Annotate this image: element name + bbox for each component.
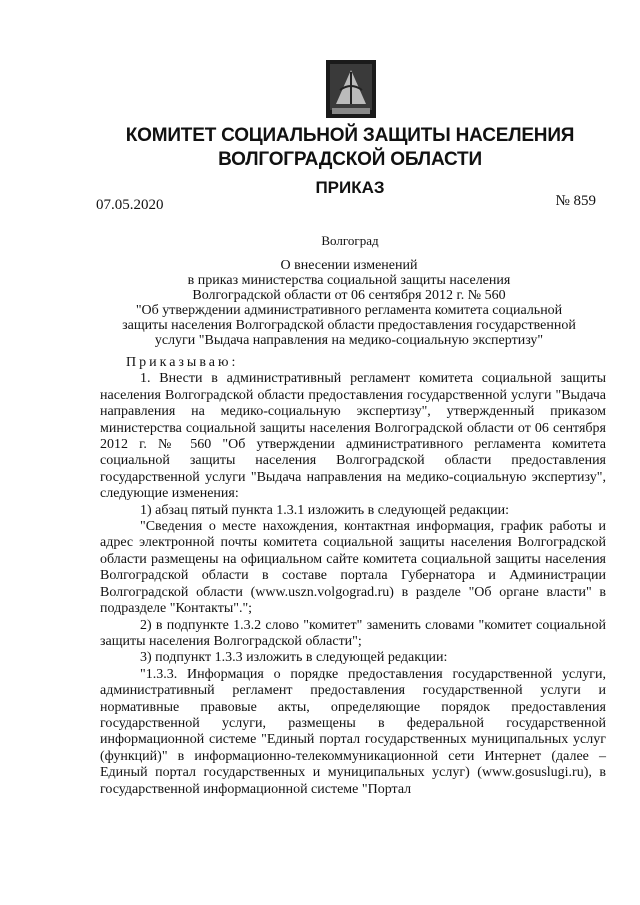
body-paragraph: "1.3.3. Информация о порядке предоставления государственной услуги, административный регламент предоставления государственной услуги и нормативные правовые акты, определяющие порядок предоставления государственной услуги, размещены в федеральной государственной информационной системе "Единый портал государственных муниципальных услуг (функций)" в информационно-телекоммуникационной сети Интернет (далее – Единый портал государственных и муниципальных услуг) (www.gosuslugi.ru), в государственной информационной системе "Портал (100, 666, 606, 797)
subject-line: О внесении изменений (280, 258, 418, 273)
organization-title (60, 124, 640, 172)
body-paragraph: 2) в подпункте 1.3.2 слово "комитет" заменить словами "комитет социальной защиты населения Волгоградской области"; (100, 617, 606, 649)
body-paragraph: 1) абзац пятый пункта 1.3.1 изложить в следующей редакции: (140, 502, 510, 518)
subject-line: защиты населения Волгоградской области предоставления государственной (122, 318, 576, 333)
volgograd-coat-of-arms-icon (326, 60, 376, 118)
body-paragraph: "Сведения о месте нахождения, контактная информация, график работы и адрес электронной почты комитета социальной защиты населения Волгоградской области размещены на официальном сайте комитета социальной защиты населения Волгоградской области в составе портала Губернатора и Администрации Волгоградской области (www.uszn.volgograd.ru) в разделе "Об органе власти" в подразделе "Контакты"."; (100, 519, 606, 617)
org-title-line-2: ВОЛГОГРАДСКОЙ ОБЛАСТИ (218, 149, 482, 170)
subject-line: в приказ министерства социальной защиты населения (187, 273, 511, 288)
city-name: Волгоград (321, 233, 379, 248)
order-title: ПРИКАЗ (315, 178, 385, 197)
org-title-line-1: КОМИТЕТ СОЦИАЛЬНОЙ ЗАЩИТЫ НАСЕЛЕНИЯ (125, 125, 575, 146)
subject-line: Волгоградской области от 06 сентября 2012 г. № 560 (192, 288, 506, 303)
body-paragraph: 3) подпункт 1.3.3 изложить в следующей редакции: (140, 650, 448, 666)
body-paragraph: 1. Внести в административный регламент комитета социальной защиты населения Волгоградской области предоставления государственной услуги "Выдача направления на медико-социальную экспертизу", утвержденный приказом министерства социальной защиты населения Волгоградской области от 06 сентября 2012 г. № 560 "Об утверждении административного регламента комитета социальной защиты населения Волгоградской области предоставления государственной услуги "Выдача направления на медико-социальную экспертизу", следующие изменения: (100, 371, 606, 502)
order-date: 07.05.2020 (96, 197, 164, 213)
body-paragraph-decree: Приказываю: (126, 355, 239, 370)
subject-line: "Об утверждении административного регламента комитета социальной (135, 303, 563, 318)
order-subject (96, 258, 602, 348)
subject-line: услуги "Выдача направления на медико-социальную экспертизу" (154, 333, 544, 348)
order-body (100, 355, 606, 798)
order-number: № 859 (555, 193, 596, 209)
